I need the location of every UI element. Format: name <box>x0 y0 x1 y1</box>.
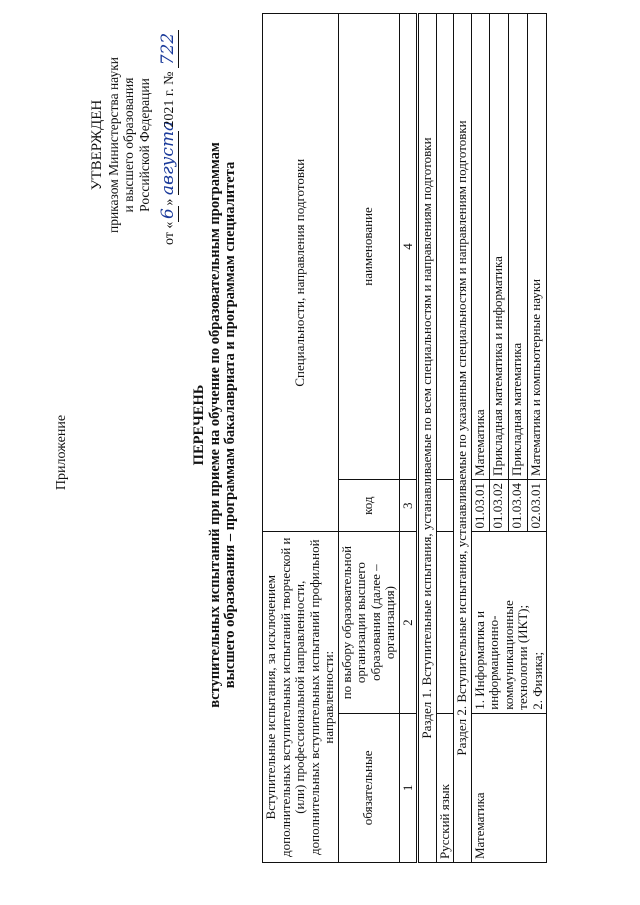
specialty-name: Прикладная математика <box>509 14 528 480</box>
date-day: 6 <box>158 206 179 222</box>
header-mandatory: обязательные <box>338 713 399 862</box>
col-number: 4 <box>399 14 418 480</box>
approved-line: Российской Федерации <box>136 78 152 212</box>
specialty-name: Математика и компьютерные науки <box>528 14 547 480</box>
section-2-heading: Раздел 2. Вступительные испытания, устанавливаемые по указанным специальностям и направлениям подготовки <box>454 14 472 863</box>
approved-line: приказом Министерства науки <box>105 56 121 234</box>
appendix-label: Приложение <box>54 414 69 491</box>
title-line: высшего образования – программам бакалавриата и программам специалитета <box>222 161 238 689</box>
col-number: 2 <box>399 532 418 713</box>
specialty-name: Прикладная математика и информатика <box>490 14 509 480</box>
specialty-code: 01.03.01 <box>471 479 490 532</box>
section-2-mandatory: Математика <box>471 713 547 862</box>
specialty-code: 01.03.04 <box>509 479 528 532</box>
date-prefix: от « <box>162 221 177 245</box>
specialty-code: 02.03.01 <box>528 479 547 532</box>
date-mid: » <box>162 198 177 206</box>
approval-block <box>90 25 152 265</box>
order-number: 722 <box>158 30 179 68</box>
section-1-heading: Раздел 1. Вступительные испытания, устанавливаемые по всем специальностям и направлениям подготовки <box>418 14 437 863</box>
header-name: наименование <box>338 14 399 480</box>
approved-line: и высшего образования <box>121 77 136 213</box>
empty-cell <box>436 14 454 480</box>
date-month: августа <box>158 120 178 196</box>
header-tests: Вступительные испытания, за исключением дополнительных вступительных испытаний творческой и (или) профессиональной направленности, дополнительных вступительных испытаний профильной направленности: <box>263 532 339 863</box>
col-number: 3 <box>399 479 418 532</box>
document-title <box>192 15 239 835</box>
header-choice: по выбору образовательной организации высшего образования (далее – организация) <box>338 532 399 713</box>
section-1-mandatory: Русский язык <box>436 713 454 862</box>
header-code: код <box>338 479 399 532</box>
empty-cell <box>436 479 454 532</box>
title-line: ПЕРЕЧЕНЬ <box>191 384 207 466</box>
exams-table <box>262 13 547 863</box>
date-year: 2021 г. № <box>162 71 177 128</box>
empty-cell <box>436 532 454 713</box>
col-number: 1 <box>399 713 418 862</box>
header-specialties: Специальности, направления подготовки <box>263 14 339 532</box>
title-line: вступительных испытаний при приеме на обучение по образовательным программам <box>206 142 223 708</box>
order-date-line <box>158 32 179 245</box>
specialty-code: 01.03.02 <box>490 479 509 532</box>
approved-title: УТВЕРЖДЕН <box>89 99 105 191</box>
section-2-choice: 1. Информатика и информационно-коммуникационные технологии (ИКТ); 2. Физика; <box>471 532 547 713</box>
specialty-name: Математика <box>471 14 490 480</box>
